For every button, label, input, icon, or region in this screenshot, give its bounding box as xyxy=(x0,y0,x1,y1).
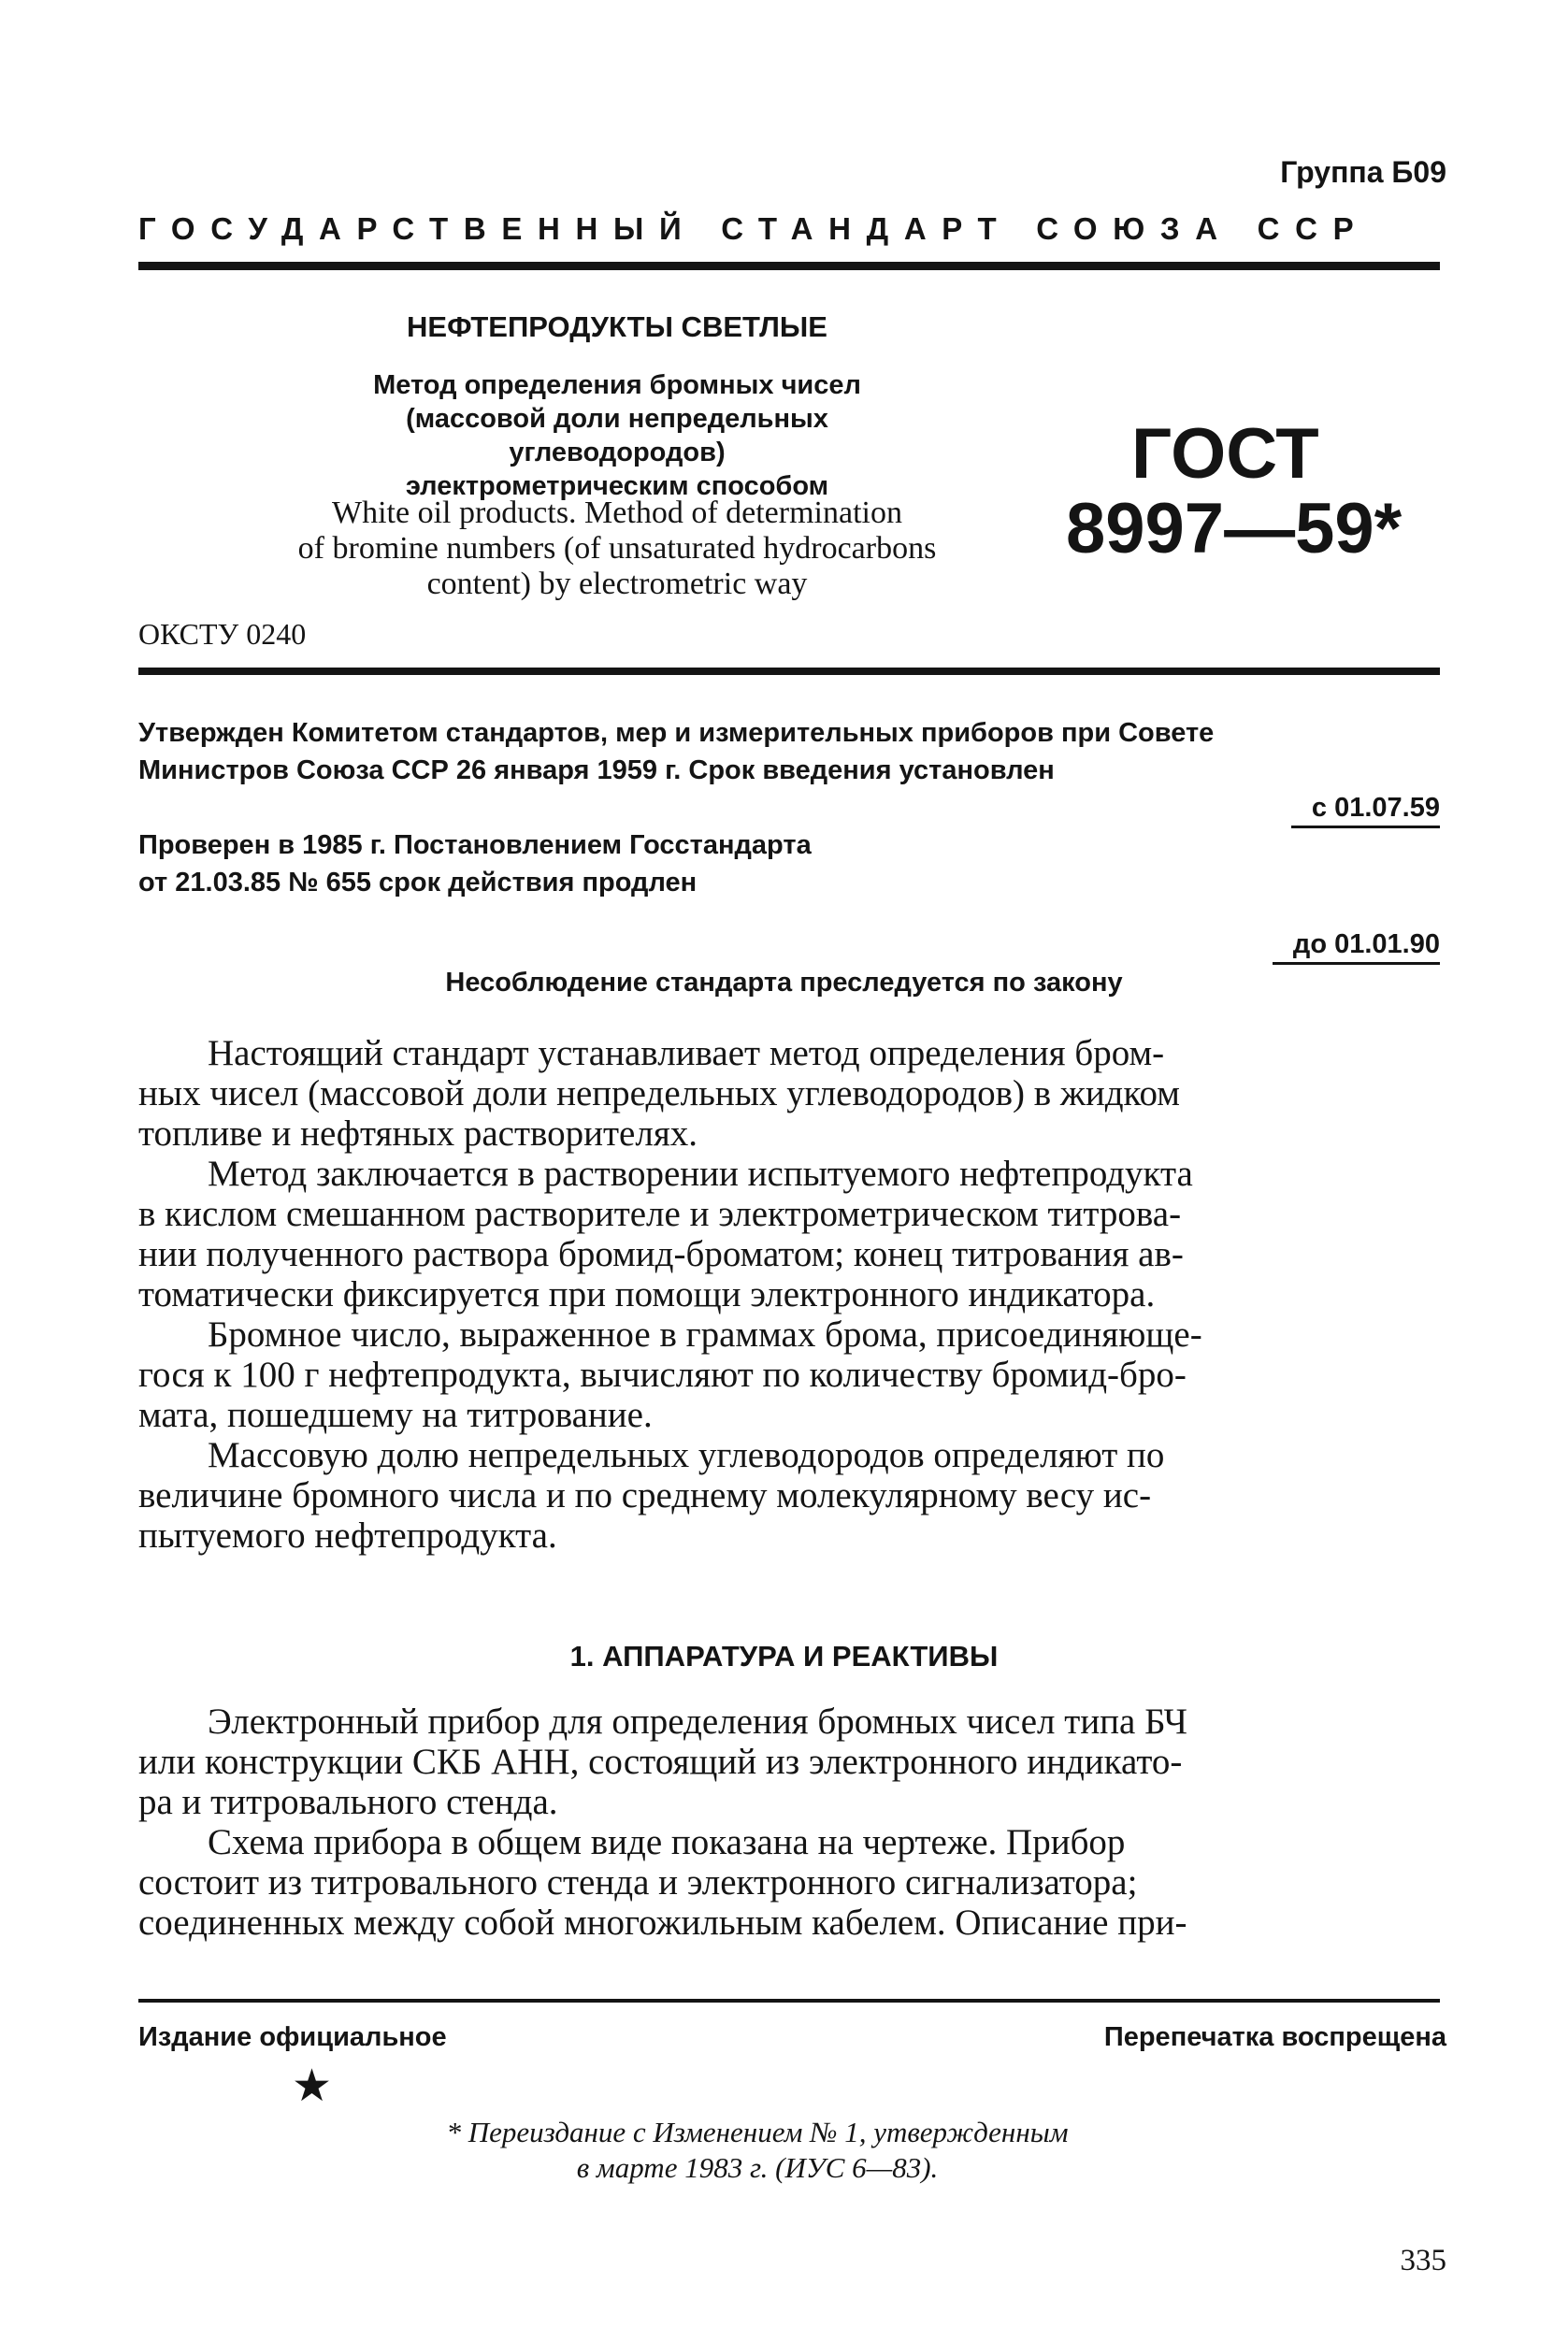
english-title-line: of bromine numbers (of unsaturated hydrocarbons xyxy=(297,531,937,566)
document-title-block xyxy=(337,310,898,503)
validity-end-date: до 01.01.90 xyxy=(1273,929,1440,965)
intro-text xyxy=(138,1033,1440,1556)
method-line: электрометрическим способом xyxy=(405,471,829,501)
text-line: ных чисел (массовой доли непредельных углеводородов) в жидком xyxy=(138,1073,1180,1113)
text-line: гося к 100 г нефтепродукта, вычисляют по количеству бромид-бро- xyxy=(138,1355,1187,1395)
okstu-code: ОКСТУ 0240 xyxy=(138,617,307,651)
compliance-warning: Несоблюдение стандарта преследуется по закону xyxy=(445,968,1123,998)
edition-note: Издание официальное xyxy=(138,2022,447,2052)
text-line: состоит из титровального стенда и электронного сигнализатора; xyxy=(138,1862,1138,1903)
text-line: Метод заключается в растворении испытуемого нефтепродукта xyxy=(208,1154,1193,1194)
state-standard-banner: ГОСУДАРСТВЕННЫЙ СТАНДАРТ СОЮЗА ССР xyxy=(138,211,1370,246)
text-line: Массовую долю непредельных углеводородов определяют по xyxy=(208,1435,1165,1475)
text-line: томатически фиксируется при помощи электронного индикатора. xyxy=(138,1274,1156,1314)
gost-number: 8997—59* xyxy=(1066,488,1403,568)
paragraph xyxy=(138,1314,1440,1435)
english-title-line: White oil products. Method of determination xyxy=(332,495,902,530)
review-line: Проверен в 1985 г. Постановлением Госстандарта xyxy=(138,830,812,860)
bottom-rule xyxy=(138,1999,1440,2003)
english-title-block xyxy=(187,495,1047,602)
section-heading: 1. АППАРАТУРА И РЕАКТИВЫ xyxy=(569,1640,999,1673)
review-line: от 21.03.85 № 655 срок действия продлен xyxy=(138,868,698,898)
paragraph xyxy=(138,1822,1440,1943)
effective-date: с 01.07.59 xyxy=(1291,793,1440,828)
gost-label: ГОСТ xyxy=(1131,414,1319,494)
text-line: Бромное число, выраженное в граммах брома, присоединяюще- xyxy=(208,1314,1202,1355)
text-line: топливе и нефтяных растворителях. xyxy=(138,1113,698,1154)
footnote xyxy=(281,2115,1234,2186)
text-line: величине бромного числа и по среднему молекулярному весу ис- xyxy=(138,1475,1152,1515)
reprint-note: Перепечатка воспрещена xyxy=(1103,2022,1446,2052)
top-rule xyxy=(138,262,1440,270)
paragraph xyxy=(138,1154,1440,1314)
paragraph xyxy=(138,1033,1440,1154)
method-line: (массовой доли непредельных углеводородов) xyxy=(406,404,828,467)
star-icon: ★ xyxy=(292,2061,333,2111)
text-line: в кислом смешанном растворителе и электрометрическом титрова- xyxy=(138,1194,1182,1234)
approval-line: Утвержден Комитетом стандартов, мер и измерительных приборов при Совете xyxy=(138,718,1215,748)
text-line: пытуемого нефтепродукта. xyxy=(138,1515,557,1556)
footnote-line: * Переиздание с Изменением № 1, утвержденным xyxy=(446,2116,1069,2148)
section-text xyxy=(138,1702,1440,1943)
middle-rule xyxy=(138,668,1440,675)
english-title-line: content) by electrometric way xyxy=(426,567,808,601)
document-title: НЕФТЕПРОДУКТЫ СВЕТЛЫЕ xyxy=(407,310,827,343)
method-line: Метод определения бромных чисел xyxy=(373,370,861,400)
text-line: соединенных между собой многожильным кабелем. Описание при- xyxy=(138,1903,1187,1943)
text-line: ра и титровального стенда. xyxy=(138,1782,558,1822)
text-line: нии полученного раствора бромид-броматом; конец титрования ав- xyxy=(138,1234,1184,1274)
text-line: Электронный прибор для определения бромных чисел типа БЧ xyxy=(208,1702,1187,1742)
footnote-line: в марте 1983 г. (ИУС 6—83). xyxy=(576,2151,939,2184)
paragraph xyxy=(138,1702,1440,1822)
approval-line: Министров Союза ССР 26 января 1959 г. Срок введения установлен xyxy=(138,755,1055,785)
paragraph xyxy=(138,1435,1440,1556)
page-number: 335 xyxy=(1400,2244,1446,2277)
group-label: Группа Б09 xyxy=(1280,155,1446,189)
text-line: или конструкции СКБ АНН, состоящий из электронного индикато- xyxy=(138,1742,1183,1782)
text-line: мата, пошедшему на титрование. xyxy=(138,1395,653,1435)
gost-designation xyxy=(1066,414,1449,568)
text-line: Настоящий стандарт устанавливает метод определения бром- xyxy=(208,1033,1165,1073)
text-line: Схема прибора в общем виде показана на чертеже. Прибор xyxy=(208,1822,1126,1862)
